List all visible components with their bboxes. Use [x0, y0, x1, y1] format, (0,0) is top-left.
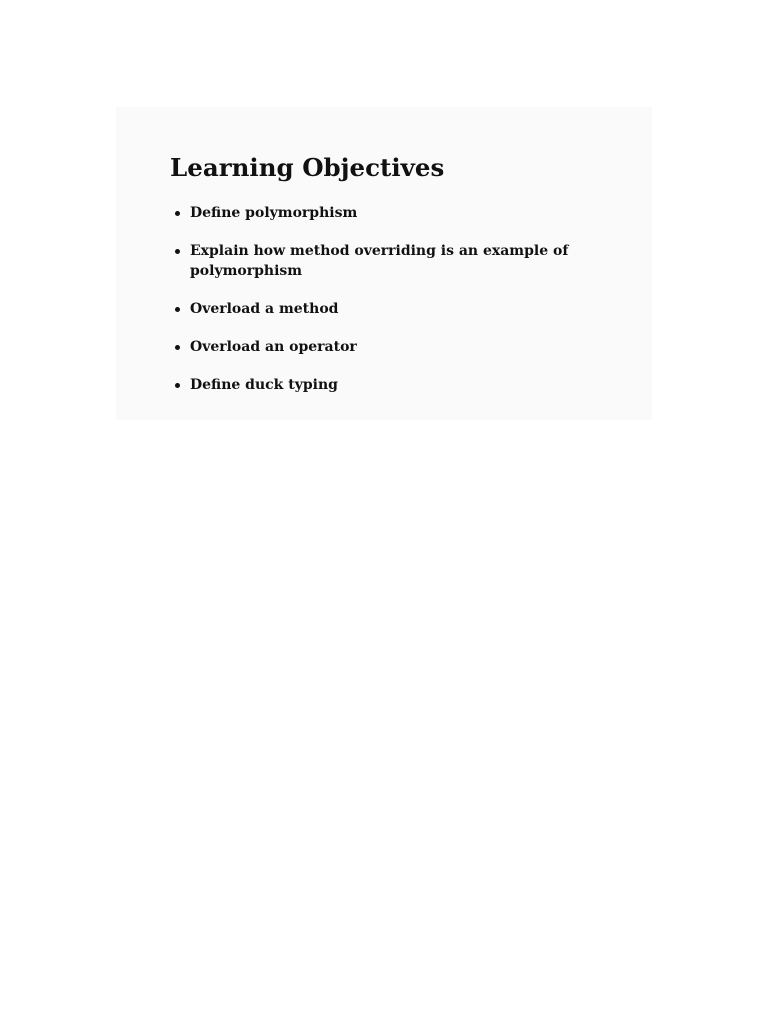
list-item [170, 337, 610, 357]
objective-text: Define polymorphism [190, 205, 358, 221]
bullet-icon [175, 345, 180, 350]
list-item [170, 241, 610, 281]
objective-text: Define duck typing [190, 377, 338, 393]
bullet-icon [175, 249, 180, 254]
objective-text: Explain how method overriding is an example of polymorphism [190, 243, 569, 279]
list-item [170, 299, 610, 319]
bullet-icon [175, 383, 180, 388]
list-item [170, 203, 610, 223]
objectives-list [170, 203, 610, 413]
section-title: Learning Objectives [170, 153, 445, 182]
bullet-icon [175, 211, 180, 216]
list-item [170, 375, 610, 395]
objective-text: Overload an operator [190, 339, 357, 355]
bullet-icon [175, 307, 180, 312]
objective-text: Overload a method [190, 301, 339, 317]
